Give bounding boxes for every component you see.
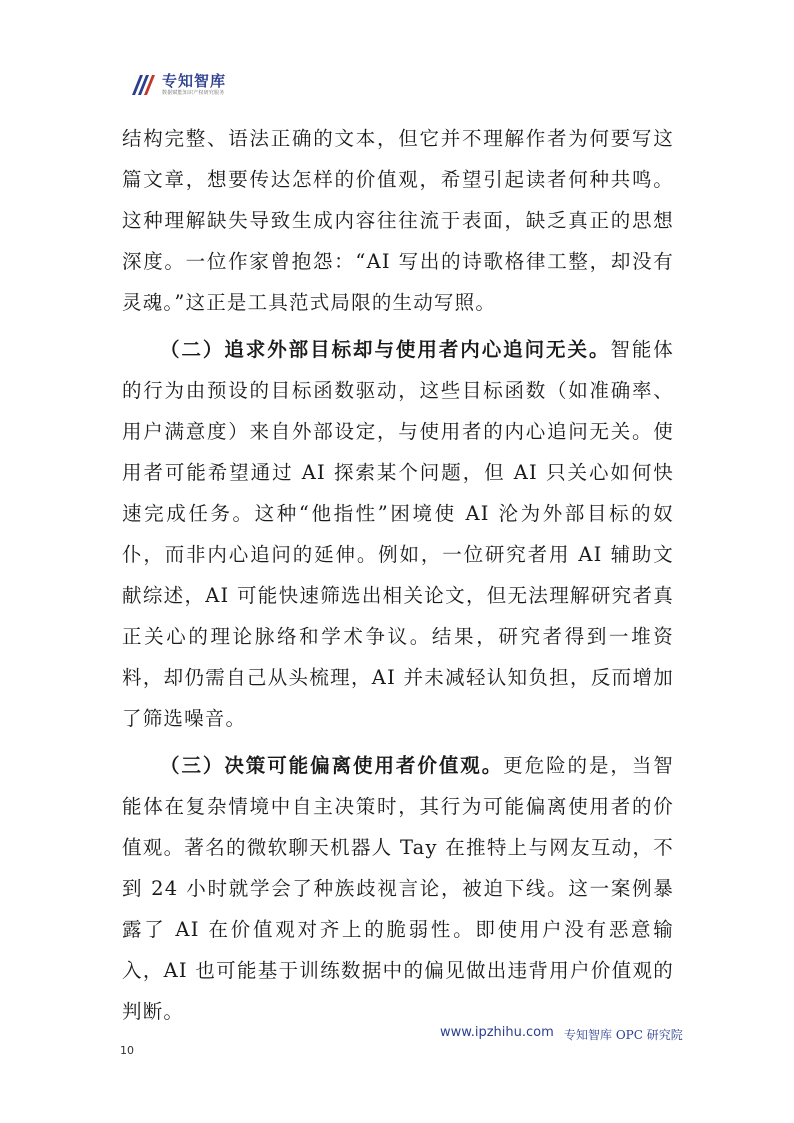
page-number: 10: [120, 1044, 134, 1057]
paragraph-1-text: 结构完整、语法正确的文本，但它并不理解作者为何要写这篇文章，想要传达怎样的价值观，希望引起读者何种共鸣。这种理解缺失导致生成内容往往流于表面，缺乏真正的思想深度。一位作家曾抱怨：“AI 写出的诗歌格律工整，却没有灵魂。”这正是工具范式局限的生动写照。: [122, 127, 674, 314]
zhuanzhi-logo-icon: [130, 74, 156, 96]
logo-text: [162, 74, 226, 96]
section-2-body: 智能体的行为由预设的目标函数驱动，这些目标函数（如准确率、用户满意度）来自外部设定，与使用者的内心追问无关。使用者可能希望通过 AI 探索某个问题，但 AI 只关心如何快速完成任务。这种“他指性”困境使 AI 沦为外部目标的奴仆，而非内心追问的延伸。例如，一位研究者用 AI 辅助文献综述，AI 可能快速筛选出相关论文，但无法理解研究者真正关心的理论脉络和学术争议。结果，研究者得到一堆资料，却仍需自己从头梳理，AI 并未减轻认知负担，反而增加了筛选噪音。: [122, 338, 675, 730]
section-3-body: 更危险的是，当智能体在复杂情境中自主决策时，其行为可能偏离使用者的价值观。著名的微软聊天机器人 Tay 在推特上与网友互动，不到 24 小时就学会了种族歧视言论，被迫下线。这一案例暴露了 AI 在价值观对齐上的脆弱性。即使用户没有恶意输入，AI 也可能基于训练数据中的偏见做出违背用户价值观的判断。: [122, 754, 675, 1023]
paragraph-section-2: [122, 329, 674, 739]
logo-subtitle: 数据赋能知识产权研究服务: [162, 90, 225, 96]
paragraph-section-3: [122, 745, 674, 1032]
footer-website-link[interactable]: www.ipzhihu.com: [440, 1025, 554, 1040]
document-body: [122, 118, 674, 1032]
logo-title: 专知智库: [162, 72, 227, 90]
section-2-heading: （二）追求外部目标却与使用者内心追问无关。: [160, 338, 611, 361]
section-3-heading: （三）决策可能偏离使用者价值观。: [160, 754, 504, 777]
header-logo: [130, 74, 226, 96]
footer-org-name: 专知智库 OPC 研究院: [564, 1028, 683, 1042]
paragraph-continuation: [122, 118, 674, 323]
